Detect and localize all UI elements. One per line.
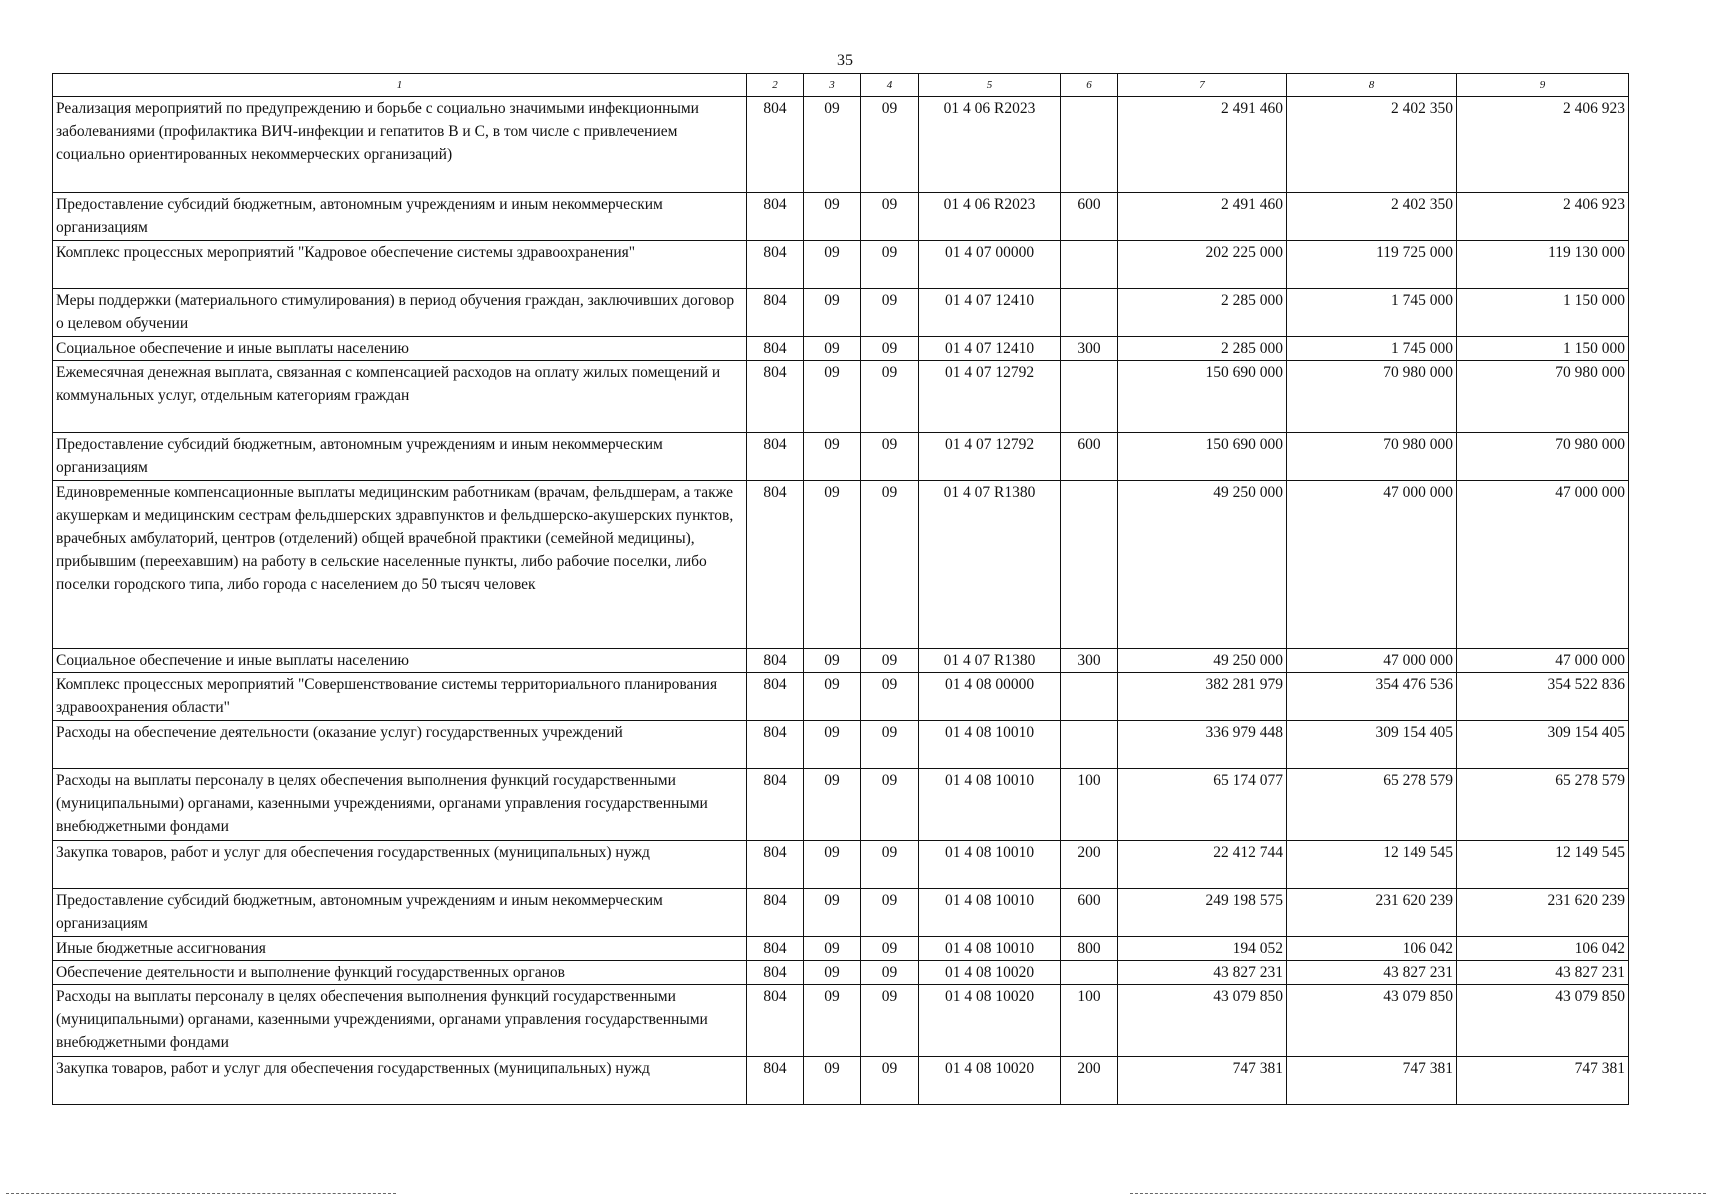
row-code-2: 804 — [747, 193, 804, 241]
row-name: Закупка товаров, работ и услуг для обеспечения государственных (муниципальных) нужд — [53, 1057, 747, 1105]
row-code-3: 09 — [804, 337, 861, 361]
table-row — [53, 97, 1629, 193]
column-number-row — [53, 74, 1629, 97]
table-row — [53, 769, 1629, 841]
row-code-4: 09 — [861, 361, 919, 433]
table-row — [53, 985, 1629, 1057]
row-code-5: 01 4 07 12410 — [919, 337, 1061, 361]
table-row — [53, 1057, 1629, 1105]
row-code-5: 01 4 08 10020 — [919, 961, 1061, 985]
row-name: Иные бюджетные ассигнования — [53, 937, 747, 961]
row-amount-7: 49 250 000 — [1118, 649, 1287, 673]
col-header-5: 5 — [919, 74, 1061, 97]
row-code-5: 01 4 08 10010 — [919, 937, 1061, 961]
row-code-4: 09 — [861, 649, 919, 673]
row-name: Комплекс процессных мероприятий "Кадровое обеспечение системы здравоохранения" — [53, 241, 747, 289]
row-amount-7: 747 381 — [1118, 1057, 1287, 1105]
row-amount-8: 106 042 — [1287, 937, 1457, 961]
row-amount-9: 231 620 239 — [1457, 889, 1629, 937]
col-header-9: 9 — [1457, 74, 1629, 97]
page-number: 35 — [837, 52, 853, 69]
row-code-2: 804 — [747, 481, 804, 649]
row-code-3: 09 — [804, 937, 861, 961]
row-code-5: 01 4 08 10010 — [919, 769, 1061, 841]
table-row — [53, 937, 1629, 961]
row-code-4: 09 — [861, 721, 919, 769]
row-code-4: 09 — [861, 889, 919, 937]
scan-edge-left — [6, 1193, 396, 1194]
row-code-5: 01 4 08 10010 — [919, 889, 1061, 937]
row-amount-7: 249 198 575 — [1118, 889, 1287, 937]
row-amount-7: 150 690 000 — [1118, 433, 1287, 481]
row-code-5: 01 4 07 12792 — [919, 361, 1061, 433]
row-code-6 — [1061, 97, 1118, 193]
row-code-3: 09 — [804, 769, 861, 841]
table-row — [53, 337, 1629, 361]
col-header-2: 2 — [747, 74, 804, 97]
row-code-5: 01 4 07 12410 — [919, 289, 1061, 337]
row-code-5: 01 4 08 10020 — [919, 1057, 1061, 1105]
row-amount-8: 70 980 000 — [1287, 361, 1457, 433]
row-amount-7: 22 412 744 — [1118, 841, 1287, 889]
row-code-3: 09 — [804, 481, 861, 649]
row-code-3: 09 — [804, 433, 861, 481]
row-amount-8: 354 476 536 — [1287, 673, 1457, 721]
row-code-2: 804 — [747, 721, 804, 769]
row-amount-7: 43 079 850 — [1118, 985, 1287, 1057]
row-code-5: 01 4 08 10010 — [919, 841, 1061, 889]
row-amount-8: 47 000 000 — [1287, 649, 1457, 673]
row-code-6: 600 — [1061, 193, 1118, 241]
row-code-6 — [1061, 361, 1118, 433]
scan-edge-right — [1130, 1193, 1706, 1194]
row-amount-7: 43 827 231 — [1118, 961, 1287, 985]
row-amount-8: 2 402 350 — [1287, 193, 1457, 241]
row-code-3: 09 — [804, 97, 861, 193]
table-row — [53, 889, 1629, 937]
row-amount-8: 12 149 545 — [1287, 841, 1457, 889]
row-name: Ежемесячная денежная выплата, связанная с компенсацией расходов на оплату жилых помещений и коммунальных услуг, отдельным категориям граждан — [53, 361, 747, 433]
row-code-2: 804 — [747, 889, 804, 937]
row-name: Предоставление субсидий бюджетным, автономным учреждениям и иным некоммерческим организациям — [53, 889, 747, 937]
row-code-6 — [1061, 673, 1118, 721]
row-code-2: 804 — [747, 985, 804, 1057]
col-header-1: 1 — [53, 74, 747, 97]
row-code-3: 09 — [804, 649, 861, 673]
row-code-5: 01 4 06 R2023 — [919, 97, 1061, 193]
col-header-7: 7 — [1118, 74, 1287, 97]
row-amount-7: 2 285 000 — [1118, 337, 1287, 361]
row-amount-9: 43 079 850 — [1457, 985, 1629, 1057]
row-code-6: 600 — [1061, 433, 1118, 481]
row-code-6: 300 — [1061, 337, 1118, 361]
row-code-4: 09 — [861, 337, 919, 361]
row-name: Предоставление субсидий бюджетным, автономным учреждениям и иным некоммерческим организациям — [53, 433, 747, 481]
row-amount-9: 1 150 000 — [1457, 337, 1629, 361]
row-code-3: 09 — [804, 193, 861, 241]
row-name: Закупка товаров, работ и услуг для обеспечения государственных (муниципальных) нужд — [53, 841, 747, 889]
row-code-3: 09 — [804, 721, 861, 769]
row-code-6: 200 — [1061, 841, 1118, 889]
row-amount-9: 354 522 836 — [1457, 673, 1629, 721]
row-code-5: 01 4 06 R2023 — [919, 193, 1061, 241]
table-body — [53, 97, 1629, 1105]
row-code-3: 09 — [804, 673, 861, 721]
row-code-4: 09 — [861, 985, 919, 1057]
row-amount-7: 336 979 448 — [1118, 721, 1287, 769]
row-code-6 — [1061, 241, 1118, 289]
row-code-2: 804 — [747, 1057, 804, 1105]
row-code-6: 200 — [1061, 1057, 1118, 1105]
col-header-6: 6 — [1061, 74, 1118, 97]
row-code-2: 804 — [747, 961, 804, 985]
row-code-2: 804 — [747, 769, 804, 841]
row-code-3: 09 — [804, 361, 861, 433]
row-code-5: 01 4 08 10020 — [919, 985, 1061, 1057]
row-name: Социальное обеспечение и иные выплаты населению — [53, 337, 747, 361]
table-row — [53, 433, 1629, 481]
row-code-6 — [1061, 721, 1118, 769]
row-code-4: 09 — [861, 841, 919, 889]
row-name: Обеспечение деятельности и выполнение функций государственных органов — [53, 961, 747, 985]
row-code-5: 01 4 08 00000 — [919, 673, 1061, 721]
row-code-2: 804 — [747, 241, 804, 289]
row-code-4: 09 — [861, 97, 919, 193]
table-row — [53, 649, 1629, 673]
row-name: Социальное обеспечение и иные выплаты населению — [53, 649, 747, 673]
row-amount-7: 2 491 460 — [1118, 193, 1287, 241]
row-amount-8: 43 827 231 — [1287, 961, 1457, 985]
table-row — [53, 961, 1629, 985]
row-code-5: 01 4 07 12792 — [919, 433, 1061, 481]
row-code-2: 804 — [747, 649, 804, 673]
row-amount-7: 194 052 — [1118, 937, 1287, 961]
row-name: Расходы на обеспечение деятельности (оказание услуг) государственных учреждений — [53, 721, 747, 769]
budget-table — [52, 73, 1629, 1105]
row-amount-8: 747 381 — [1287, 1057, 1457, 1105]
row-code-3: 09 — [804, 1057, 861, 1105]
row-code-2: 804 — [747, 289, 804, 337]
row-code-3: 09 — [804, 289, 861, 337]
row-amount-8: 1 745 000 — [1287, 337, 1457, 361]
row-amount-9: 2 406 923 — [1457, 193, 1629, 241]
row-amount-9: 47 000 000 — [1457, 481, 1629, 649]
row-amount-9: 12 149 545 — [1457, 841, 1629, 889]
row-code-6 — [1061, 481, 1118, 649]
row-name: Реализация мероприятий по предупреждению и борьбе с социально значимыми инфекционными заболеваниями (профилактика ВИЧ-инфекции и гепатитов B и C, в том числе с привлечением социально ориентированных некоммерческих организаций) — [53, 97, 747, 193]
table-row — [53, 361, 1629, 433]
row-code-3: 09 — [804, 985, 861, 1057]
row-code-6: 600 — [1061, 889, 1118, 937]
row-amount-9: 2 406 923 — [1457, 97, 1629, 193]
row-name: Расходы на выплаты персоналу в целях обеспечения выполнения функций государственными (муниципальными) органами, казенными учреждениями, органами управления государственными внебюджетными фондами — [53, 985, 747, 1057]
row-code-4: 09 — [861, 673, 919, 721]
row-amount-8: 47 000 000 — [1287, 481, 1457, 649]
row-code-4: 09 — [861, 241, 919, 289]
row-code-6: 800 — [1061, 937, 1118, 961]
row-name: Предоставление субсидий бюджетным, автономным учреждениям и иным некоммерческим организациям — [53, 193, 747, 241]
row-code-3: 09 — [804, 961, 861, 985]
row-code-2: 804 — [747, 361, 804, 433]
row-code-4: 09 — [861, 769, 919, 841]
row-amount-9: 747 381 — [1457, 1057, 1629, 1105]
row-amount-7: 382 281 979 — [1118, 673, 1287, 721]
row-code-2: 804 — [747, 841, 804, 889]
table-row — [53, 721, 1629, 769]
row-amount-8: 119 725 000 — [1287, 241, 1457, 289]
row-amount-8: 2 402 350 — [1287, 97, 1457, 193]
row-code-6: 300 — [1061, 649, 1118, 673]
row-amount-8: 309 154 405 — [1287, 721, 1457, 769]
row-code-4: 09 — [861, 937, 919, 961]
col-header-8: 8 — [1287, 74, 1457, 97]
col-header-4: 4 — [861, 74, 919, 97]
row-amount-8: 231 620 239 — [1287, 889, 1457, 937]
row-name: Меры поддержки (материального стимулирования) в период обучения граждан, заключивших договор о целевом обучении — [53, 289, 747, 337]
row-code-5: 01 4 08 10010 — [919, 721, 1061, 769]
table-row — [53, 241, 1629, 289]
table-row — [53, 841, 1629, 889]
row-amount-7: 150 690 000 — [1118, 361, 1287, 433]
row-code-3: 09 — [804, 889, 861, 937]
row-code-2: 804 — [747, 433, 804, 481]
table-row — [53, 289, 1629, 337]
row-amount-7: 49 250 000 — [1118, 481, 1287, 649]
table-row — [53, 673, 1629, 721]
row-amount-7: 2 491 460 — [1118, 97, 1287, 193]
table-row — [53, 193, 1629, 241]
row-amount-9: 119 130 000 — [1457, 241, 1629, 289]
row-amount-9: 43 827 231 — [1457, 961, 1629, 985]
row-name: Единовременные компенсационные выплаты медицинским работникам (врачам, фельдшерам, а также акушеркам и медицинским сестрам фельдшерских здравпунктов и фельдшерско-акушерских пунктов, врачебных амбулаторий, центров (отделений) общей врачебной практики (семейной медицины), прибывшим (переехавшим) на работу в сельские населенные пункты, либо рабочие поселки, либо поселки городского типа, либо города с населением до 50 тысяч человек — [53, 481, 747, 649]
row-amount-8: 43 079 850 — [1287, 985, 1457, 1057]
row-code-4: 09 — [861, 481, 919, 649]
col-header-3: 3 — [804, 74, 861, 97]
row-code-2: 804 — [747, 673, 804, 721]
row-code-4: 09 — [861, 289, 919, 337]
row-amount-9: 309 154 405 — [1457, 721, 1629, 769]
row-amount-7: 65 174 077 — [1118, 769, 1287, 841]
row-code-3: 09 — [804, 241, 861, 289]
row-code-4: 09 — [861, 1057, 919, 1105]
row-code-2: 804 — [747, 937, 804, 961]
row-code-6: 100 — [1061, 985, 1118, 1057]
row-amount-9: 65 278 579 — [1457, 769, 1629, 841]
row-code-3: 09 — [804, 841, 861, 889]
row-code-6: 100 — [1061, 769, 1118, 841]
row-code-5: 01 4 07 R1380 — [919, 481, 1061, 649]
table-row — [53, 481, 1629, 649]
row-code-6 — [1061, 961, 1118, 985]
row-amount-9: 47 000 000 — [1457, 649, 1629, 673]
row-amount-9: 1 150 000 — [1457, 289, 1629, 337]
row-code-4: 09 — [861, 433, 919, 481]
row-amount-7: 2 285 000 — [1118, 289, 1287, 337]
row-code-5: 01 4 07 R1380 — [919, 649, 1061, 673]
row-code-6 — [1061, 289, 1118, 337]
row-name: Расходы на выплаты персоналу в целях обеспечения выполнения функций государственными (муниципальными) органами, казенными учреждениями, органами управления государственными внебюджетными фондами — [53, 769, 747, 841]
row-code-4: 09 — [861, 961, 919, 985]
row-code-2: 804 — [747, 337, 804, 361]
row-amount-9: 106 042 — [1457, 937, 1629, 961]
row-code-2: 804 — [747, 97, 804, 193]
row-amount-8: 65 278 579 — [1287, 769, 1457, 841]
row-amount-9: 70 980 000 — [1457, 361, 1629, 433]
row-amount-9: 70 980 000 — [1457, 433, 1629, 481]
row-amount-8: 70 980 000 — [1287, 433, 1457, 481]
row-amount-7: 202 225 000 — [1118, 241, 1287, 289]
row-amount-8: 1 745 000 — [1287, 289, 1457, 337]
row-code-4: 09 — [861, 193, 919, 241]
row-name: Комплекс процессных мероприятий "Совершенствование системы территориального планирования здравоохранения области" — [53, 673, 747, 721]
row-code-5: 01 4 07 00000 — [919, 241, 1061, 289]
